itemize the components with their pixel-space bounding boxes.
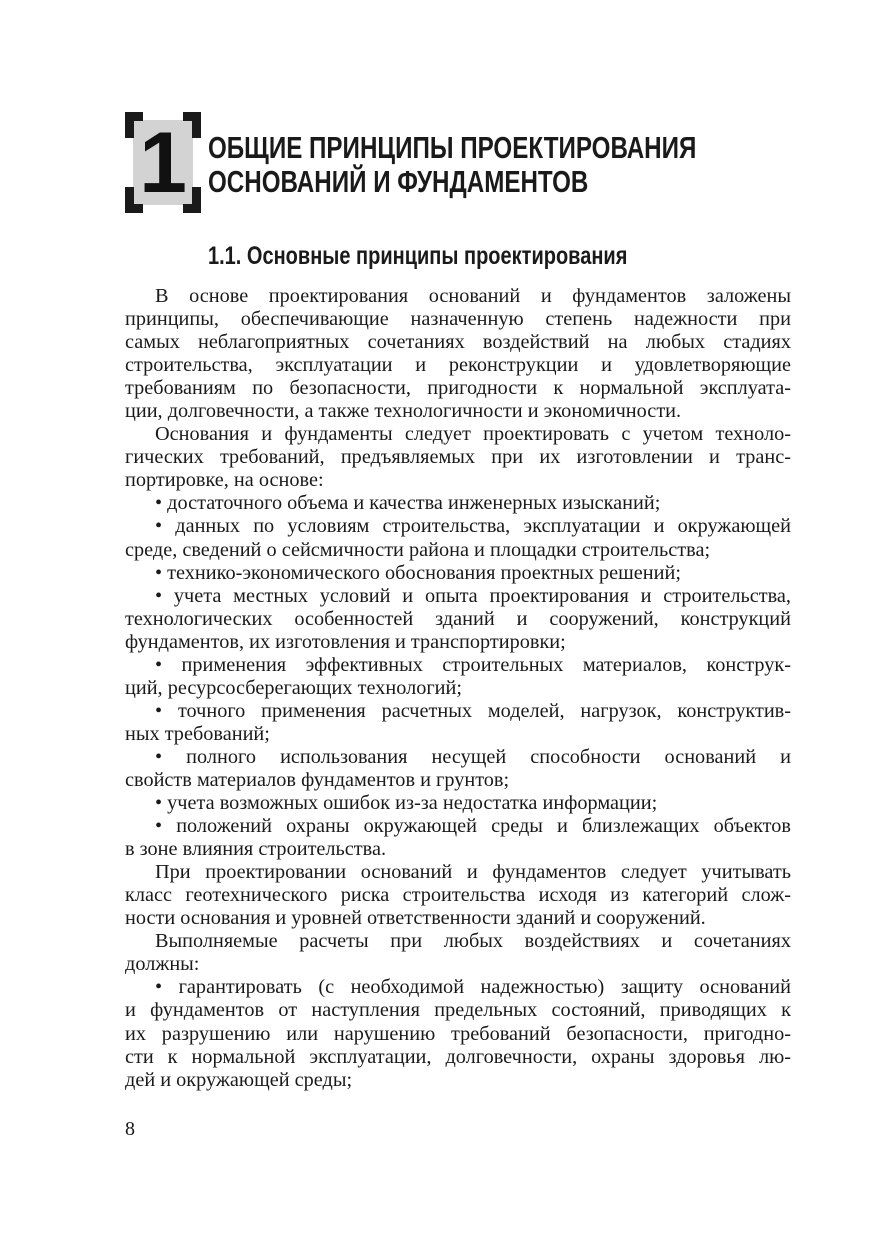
text-line: • достаточного объема и качества инженерных изысканий; [155, 492, 661, 515]
text-line: гических требований, предъявляемых при их изготовлении и транс- [125, 446, 791, 469]
text-line: фундаментов, их изготовления и транспортировки; [125, 630, 566, 653]
text-line: • учета возможных ошибок из-за недостатка информации; [155, 792, 658, 815]
text-line: сти к нормальной эксплуатации, долговечности, охраны здоровья лю- [125, 1045, 791, 1068]
text-line: самых неблагоприятных сочетаниях воздействий на любых стадиях [125, 331, 791, 354]
text-line: • полного использования несущей способности оснований и [155, 745, 791, 768]
text-line: принципы, обеспечивающие назначенную степень надежности при [125, 308, 791, 331]
text-line: дей и окружающей среды; [125, 1068, 353, 1091]
section-title: 1.1. Основные принципы проектирования [208, 242, 628, 270]
text-line: • положений охраны окружающей среды и близлежащих объектов [155, 815, 791, 838]
text-line: технологических особенностей зданий и сооружений, конструкций [125, 607, 791, 630]
text-line: ности основания и уровней ответственности зданий и сооружений. [125, 907, 706, 930]
page-number: 8 [125, 1118, 135, 1140]
text-line: • учета местных условий и опыта проектирования и строительства, [155, 584, 791, 607]
text-line: • точного применения расчетных моделей, нагрузок, конструктив- [155, 699, 791, 722]
text-line: свойств материалов фундаментов и грунтов; [125, 768, 510, 791]
text-line: • применения эффективных строительных материалов, конструк- [155, 653, 791, 676]
text-line: должны: [125, 953, 200, 976]
text-line: При проектировании оснований и фундаментов следует учитывать [155, 861, 791, 884]
chapter-number-badge [125, 112, 201, 213]
text-line: класс геотехнического риска строительства исходя из категорий слож- [125, 884, 791, 907]
text-line: Выполняемые расчеты при любых воздействиях и сочетаниях [155, 930, 791, 953]
text-line: и фундаментов от наступления предельных состояний, приводящих к [125, 999, 791, 1022]
text-line: ции, долговечности, а также технологичности и экономичности. [125, 400, 682, 423]
text-line: ных требований; [125, 722, 270, 745]
chapter-title-line: ОБЩИЕ ПРИНЦИПЫ ПРОЕКТИРОВАНИЯ [208, 130, 697, 165]
text-line: ций, ресурсосберегающих технологий; [125, 676, 462, 699]
text-line: Основания и фундаменты следует проектировать с учетом техноло- [155, 423, 791, 446]
chapter-title-line: ОСНОВАНИЙ И ФУНДАМЕНТОВ [208, 164, 589, 199]
text-line: среде, сведений о сейсмичности района и площадки строительства; [125, 538, 711, 561]
text-line: в зоне влияния строительства. [125, 838, 387, 861]
text-line: строительства, эксплуатации и реконструкции и удовлетворяющие [125, 354, 791, 377]
text-line: требованиям по безопасности, пригодности к нормальной эксплуата- [125, 377, 791, 400]
chapter-number: 1 [139, 115, 187, 211]
text-line: портировке, на основе: [125, 469, 324, 492]
text-line: • данных по условиям строительства, эксплуатации и окружающей [155, 515, 791, 538]
text-line: • гарантировать (с необходимой надежностью) защиту оснований [155, 976, 791, 999]
chapter-title [208, 131, 696, 199]
text-line: • технико-экономического обоснования проектных решений; [155, 561, 681, 584]
text-line: их разрушению или нарушению требований безопасности, пригодно- [125, 1022, 791, 1045]
body-text [125, 285, 791, 1092]
text-line: В основе проектирования оснований и фундаментов заложены [155, 285, 791, 307]
